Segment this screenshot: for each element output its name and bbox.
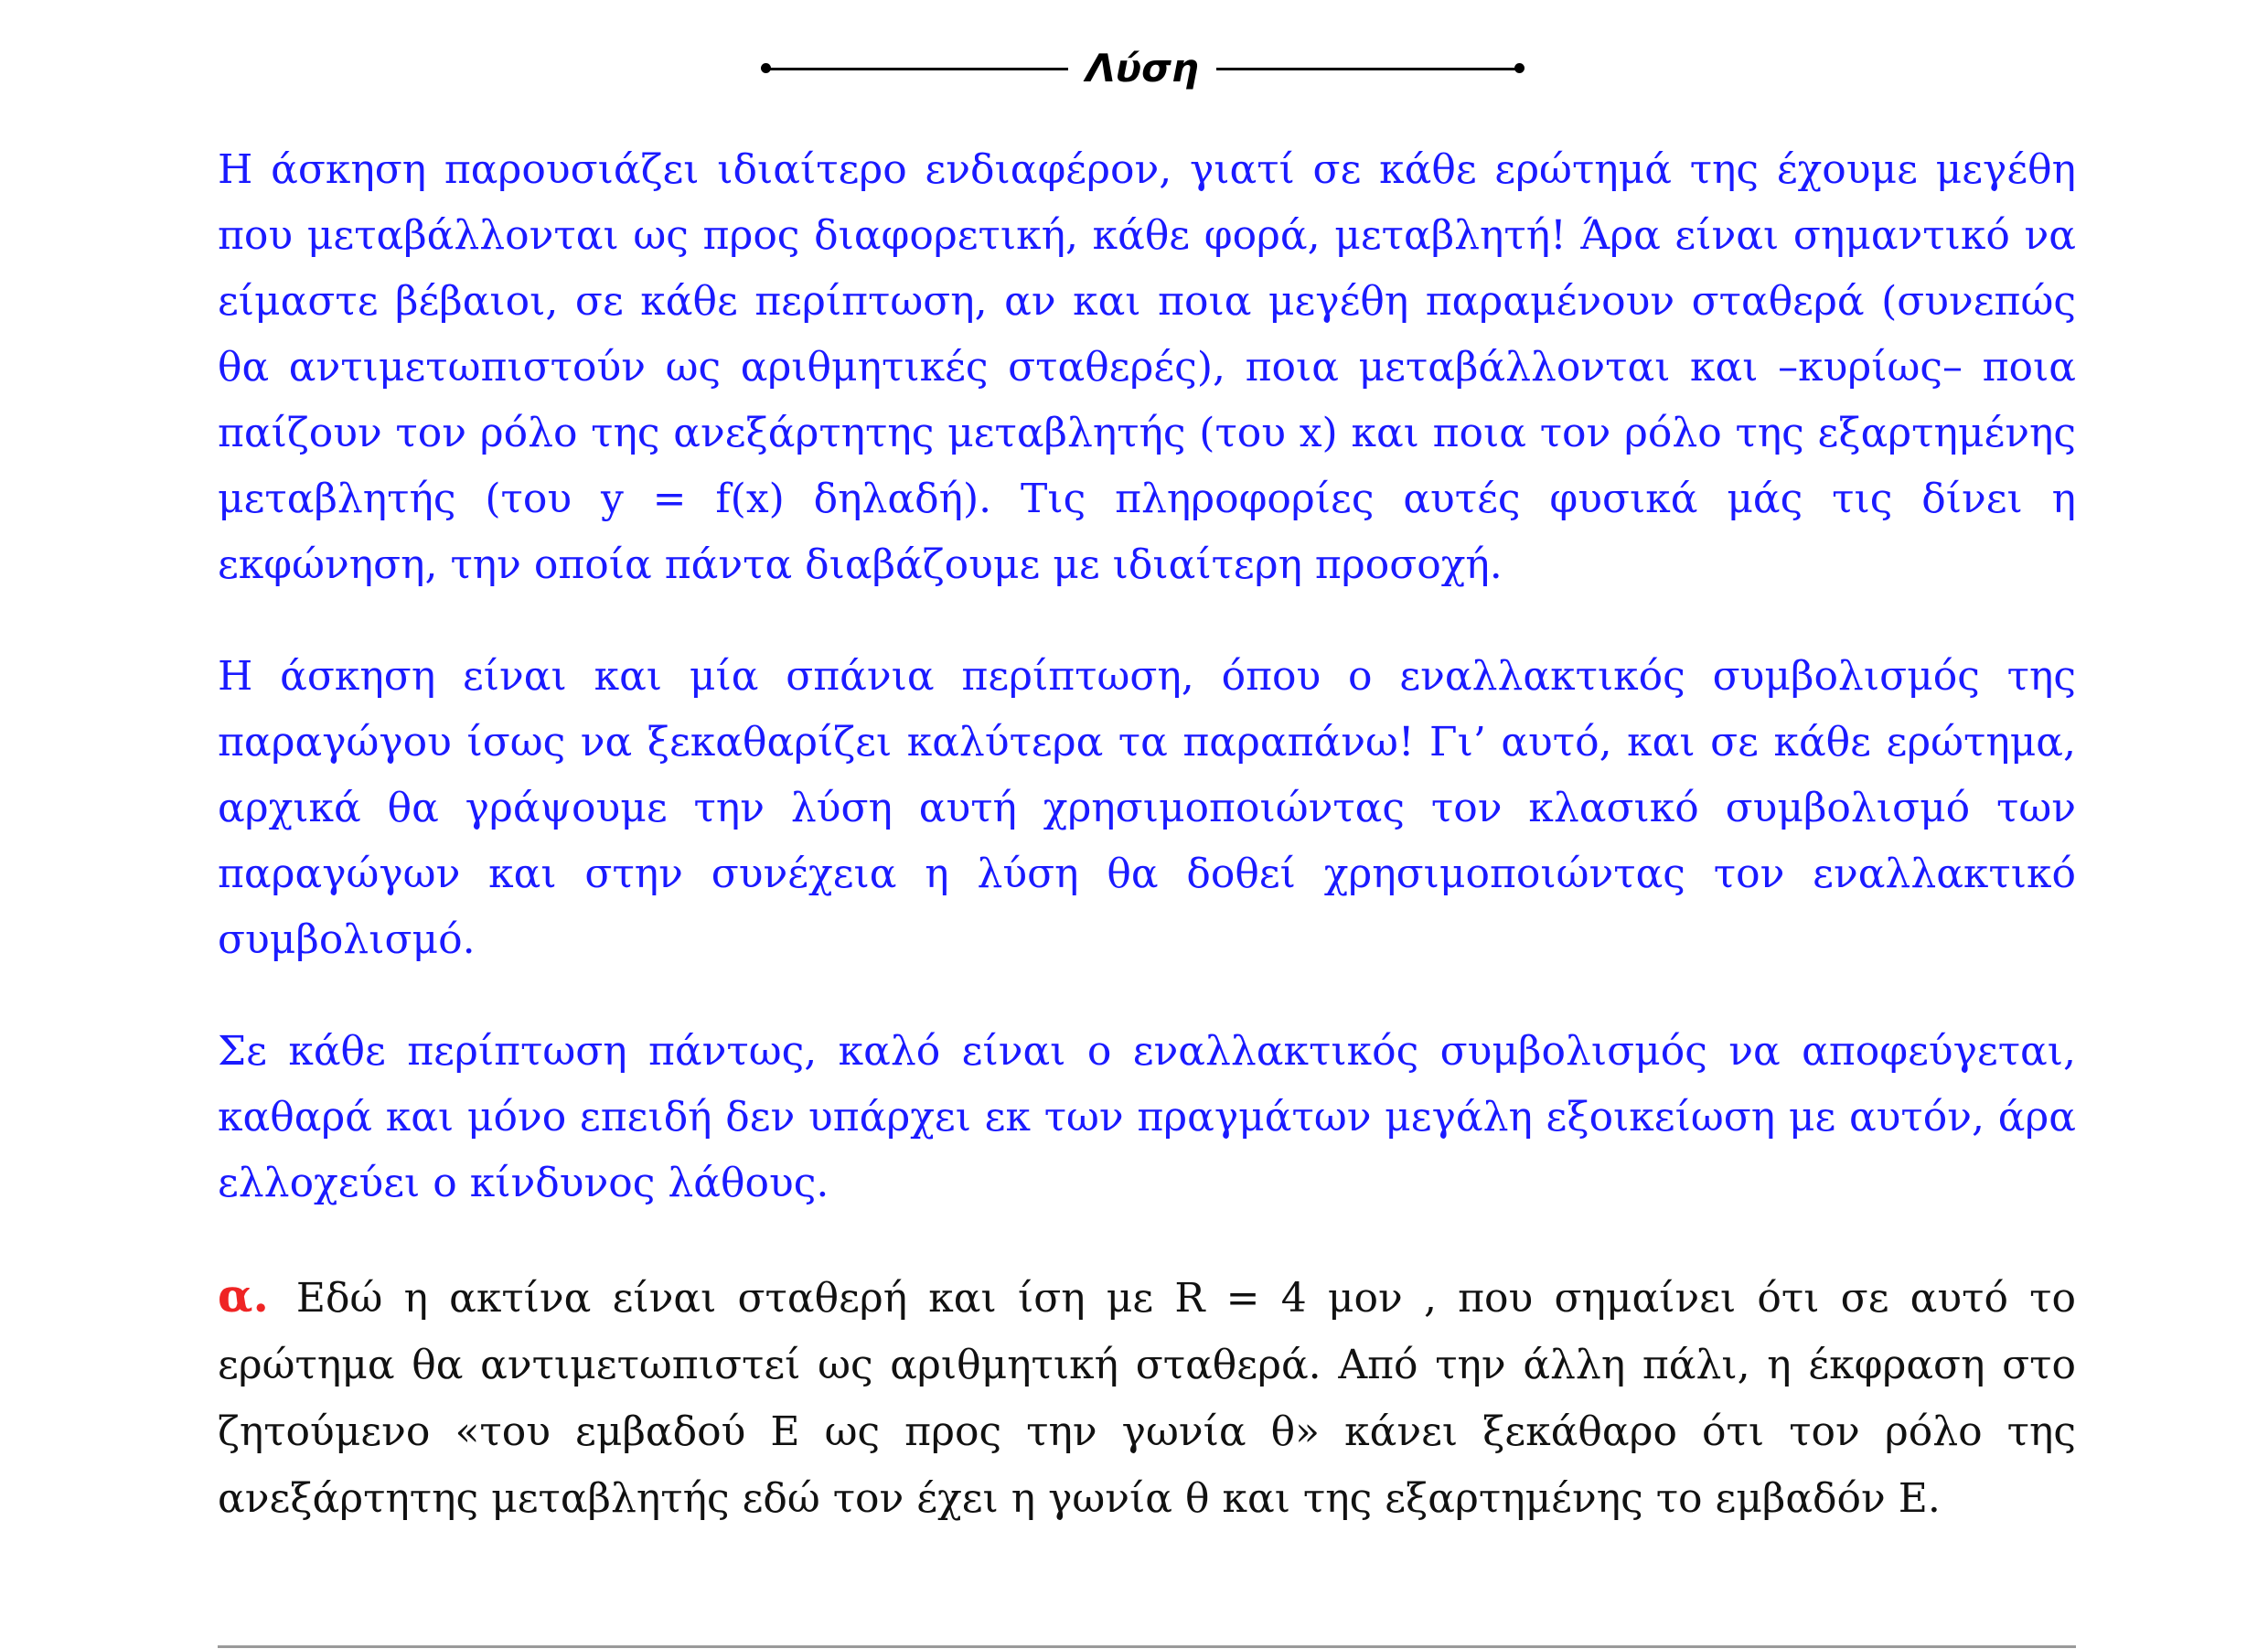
explanation-paragraph-2: Η άσκηση είναι και μία σπάνια περίπτωση, όπου ο εναλλακτικός συμβολισμός της παραγώγου ίσως να ξεκαθαρίζει καλύτερα τα παραπάνω! Γι’ αυτό, και σε κάθε ερώτημα, αρχικά θα γράψουμε την λύση αυτή χρησιμοποιώντας τον κλασικό συμβολισμό των παραγώγων και στην συνέχεια η λύση θα δοθεί χρησιμοποιώντας τον εναλλακτικό συμβολισμό. [218,653,2076,963]
explanation-paragraph-3: Σε κάθε περίπτωση πάντως, καλό είναι ο εναλλακτικός συμβολισμός να αποφεύγεται, καθαρά και μόνο επειδή δεν υπάρχει εκ των πραγμάτων μεγάλη εξοικείωση με αυτόν, άρα ελλοχεύει ο κίνδυνος λάθους. [218,1028,2076,1206]
question-a-answer [218,1262,2076,1532]
question-a-label: α. [218,1269,269,1322]
heading-left-rule [766,68,1068,70]
heading-right-rule [1216,68,1518,70]
section-heading [0,37,2268,101]
footer-rule [218,1645,2076,1648]
solution-body [218,137,2076,1578]
explanation-paragraph-1: Η άσκηση παρουσιάζει ιδιαίτερο ενδιαφέρον, γιατί σε κάθε ερώτημά της έχουμε μεγέθη που μεταβάλλονται ως προς διαφορετική, κάθε φορά, μεταβλητή! Άρα είναι σημαντικό να είμαστε βέβαιοι, σε κάθε περίπτωση, αν και ποια μεγέθη παραμένουν σταθερά (συνεπώς θα αντιμετωπιστούν ως αριθμητικές σταθερές), ποια μεταβάλλονται και –κυρίως– ποια παίζουν τον ρόλο της ανεξάρτητης μεταβλητής (του x) και ποια τον ρόλο της εξαρτημένης μεταβλητής (του y = f(x) δηλαδή). Τις πληροφορίες αυτές φυσικά μάς τις δίνει η εκφώνηση, την οποία πάντα διαβάζουμε με ιδιαίτερη προσοχή. [218,146,2076,588]
question-a-text: Εδώ η ακτίνα είναι σταθερή και ίση με R = 4 μον , που σημαίνει ότι σε αυτό το ερώτημα θα αντιμετωπιστεί ως αριθμητική σταθερά. Από την άλλη πάλι, η έκφραση στο ζητούμενο «του εμβαδού Ε ως προς την γωνία θ» κάνει ξεκάθαρο ότι τον ρόλο της ανεξάρτητης μεταβλητής εδώ τον έχει η γωνία θ και της εξαρτημένης το εμβαδόν Ε. [218,1275,2076,1522]
section-title: Λύση [1086,46,1199,91]
heading-right-dot [1514,63,1524,73]
